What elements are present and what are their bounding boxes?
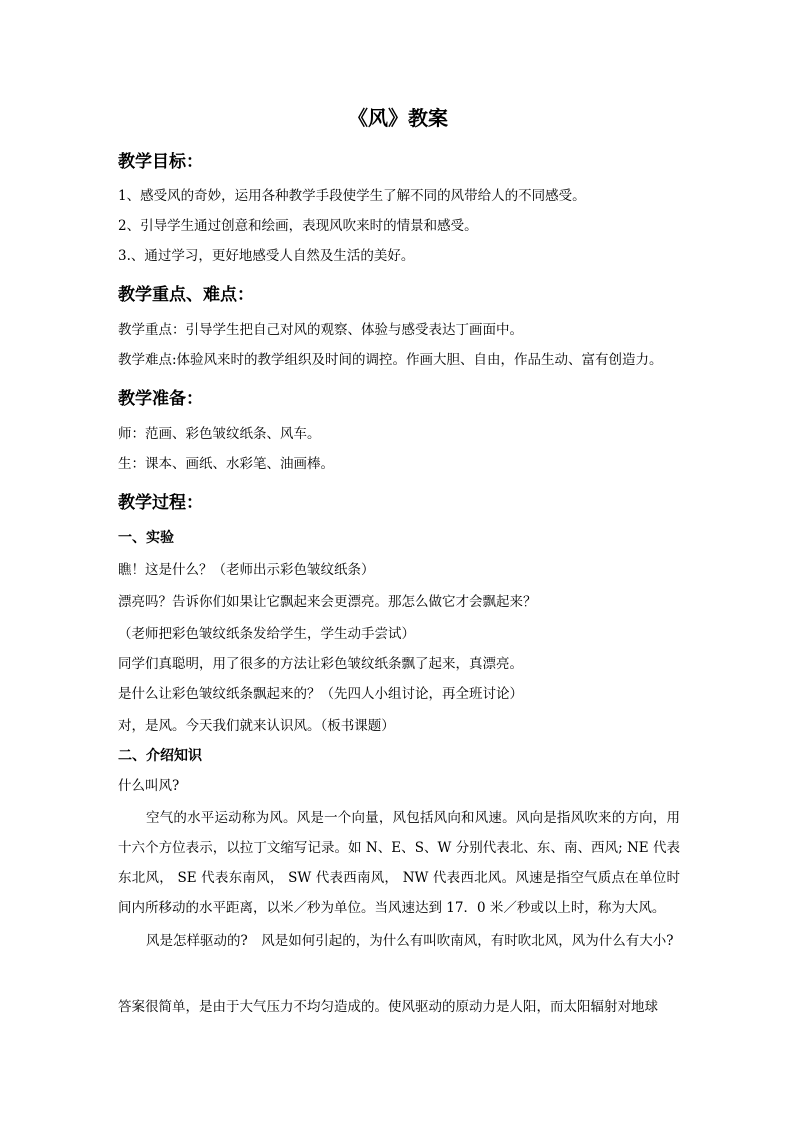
preparation-heading: 教学准备： <box>118 389 203 409</box>
goal-item-2: 2、引导学生通过创意和绘画，表现风吹来时的情景和感受。 <box>118 218 478 234</box>
section1-line-2: 漂亮吗？告诉你们如果让它飘起来会更漂亮。那怎么做它才会飘起来？ <box>118 594 537 610</box>
section1-line-5: 是什么让彩色皱纹纸条飘起来的？（先四人小组讨论，再全班讨论） <box>118 686 523 702</box>
section2-paragraph-3: 答案很简单，是由于大气压力不均匀造成的。使风驱动的原动力是人阳，而太阳辐射对地球 <box>118 999 658 1015</box>
goal-item-1: 1、感受风的奇妙，运用各种教学手段使学生了解不同的风带给人的不同感受。 <box>118 188 586 204</box>
section1-heading: 一、实验 <box>118 530 174 546</box>
section1-line-6: 对，是风。今天我们就来认识风。（板书课题） <box>118 718 395 734</box>
section1-line-3: （老师把彩色皱纹纸条发给学生，学生动手尝试） <box>118 626 415 642</box>
section2-paragraph-1: 空气的水平运动称为风。风是一个向量，风包括风向和风速。风向是指风吹来的方向，用十六个方位表示，以拉丁文缩写记录。如 N、E、S、W 分别代表北、东、南、西风; NE 代表东北风， SE 代表东南风， SW 代表西南风， NW 代表西北风。风速是指空气质点在单位时间内所移动的水平距离，以米／秒为单位。当风速达到 17．0 米／秒或以上时，称为大风。 <box>118 810 680 916</box>
section2-paragraph-2: 风是怎样驱动的? 风是如何引起的，为什么有叫吹南风，有时吹北风，风为什么有大小? <box>146 933 674 949</box>
prep-teacher: 师：范画、彩色皱纹纸条、风车。 <box>118 426 321 442</box>
key-points-heading: 教学重点、难点： <box>118 285 254 305</box>
goal-item-3: 3.、通过学习，更好地感受人自然及生活的美好。 <box>118 248 415 264</box>
section2-question: 什么叫风? <box>118 778 180 794</box>
section1-line-4: 同学们真聪明，用了很多的方法让彩色皱纹纸条飘了起来，真漂亮。 <box>118 656 523 672</box>
section2-heading: 二、介绍知识 <box>118 748 202 764</box>
prep-student: 生：课本、画纸、水彩笔、油画棒。 <box>118 456 334 472</box>
document-title: 《风》教案 <box>348 106 448 130</box>
goals-heading: 教学目标： <box>118 152 203 172</box>
section1-line-1: 瞧！这是什么？（老师出示彩色皱纹纸条） <box>118 562 375 578</box>
difficult-point: 教学难点:体验风来时的教学组织及时间的调控。作画大胆、自由，作品生动、富有创造力。 <box>118 352 663 368</box>
process-heading: 教学过程： <box>118 493 203 513</box>
key-point: 教学重点：引导学生把自己对风的观察、体验与感受表达丁画面中。 <box>118 322 523 338</box>
